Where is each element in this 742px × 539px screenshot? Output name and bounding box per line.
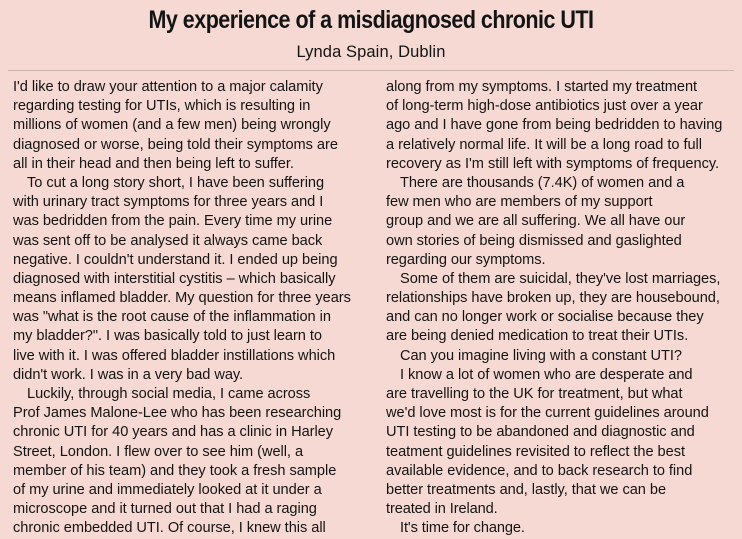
article-title: My experience of a misdiagnosed chronic UTI [148,6,594,34]
text-line: was bedridden from the pain. Every time my urine [13,213,333,230]
text-line: we'd love most is for the current guidelines around [386,405,709,422]
text-line: chronic embedded UTI. Of course, I knew this all [13,520,326,537]
article-column-right [386,78,742,539]
text-line: of long-term high-dose antibiotics just over a year [386,98,703,115]
text-line: Can you imagine living with a constant UTI? [400,347,682,364]
text-line: live with it. I was offered bladder instillations which [13,347,336,364]
text-line: UTI testing to be abandoned and diagnostic and [386,424,695,441]
text-line: There are thousands (7.4K) of women and a [400,174,685,191]
text-line: own stories of being dismissed and gaslighted [386,232,682,249]
text-line: available evidence, and to back research to find [386,462,693,479]
text-line: Prof James Malone-Lee who has been researching [13,405,342,422]
text-line: with urinary tract symptoms for three years and I [13,194,324,211]
text-line: It's time for change. [400,520,525,537]
text-line: group and we are all suffering. We all have our [386,213,686,230]
text-line: means inflamed bladder. My question for three years [13,290,351,307]
text-line: ago and I have gone from being bedridden to having [386,117,723,134]
text-line: chronic UTI for 40 years and has a clinic in Harley [13,424,334,441]
text-line: negative. I couldn't understand it. I ended up being [13,251,338,268]
header-divider [8,70,734,71]
text-line: diagnosed or worse, being told their symptoms are [13,136,338,153]
text-line: millions of women (and a few men) being wrongly [13,117,331,134]
text-line: recovery as I'm still left with symptoms of frequency. [386,155,720,172]
text-line: a relatively normal life. It will be a long road to full [386,136,702,153]
text-line: are travelling to the UK for treatment, but what [386,386,683,402]
text-line: are being denied medication to treat their UTIs. [386,328,689,345]
article-byline: Lynda Spain, Dublin [296,43,446,61]
text-line: was "what is the root cause of the inflammation in [13,309,331,326]
text-line: I'd like to draw your attention to a major calamity [13,79,323,95]
text-line: microscope and it turned out that I had a raging [13,501,317,518]
text-line: my bladder?". I was basically told to just learn to [13,328,322,345]
text-line: treated in Ireland. [386,501,498,518]
text-line: relationships have broken up, they are housebound, [386,290,720,307]
text-line: Some of them are suicidal, they've lost marriages, [400,270,721,287]
text-line: regarding testing for UTIs, which is resulting in [13,98,311,115]
text-line: of my urine and immediately looked at it under a [13,481,322,498]
text-line: along from my symptoms. I started my treatment [386,79,698,95]
text-line: few men who are members of my support [386,194,653,211]
text-line: better treatments and, lastly, that we can be [386,481,667,498]
text-line: diagnosed with interstitial cystitis – which basically [13,270,336,287]
text-line: all in their head and then being left to suffer. [13,155,294,172]
text-line: regarding our symptoms. [386,251,546,268]
text-line: Luckily, through social media, I came across [27,386,311,402]
text-line: To cut a long story short, I have been suffering [27,174,325,191]
text-line: and can no longer work or socialise because they [386,309,704,326]
article-column-left [13,78,377,539]
text-line: Street, London. I flew over to see him (well, a [13,443,304,460]
text-line: didn't work. I was in a very bad way. [13,366,244,383]
text-line: was sent off to be analysed it always came back [13,232,323,249]
text-line: teatment guidelines revisited to reflect the best [386,443,685,460]
text-line: member of his team) and they took a fresh sample [13,462,337,479]
text-line: I know a lot of women who are desperate and [400,366,693,383]
